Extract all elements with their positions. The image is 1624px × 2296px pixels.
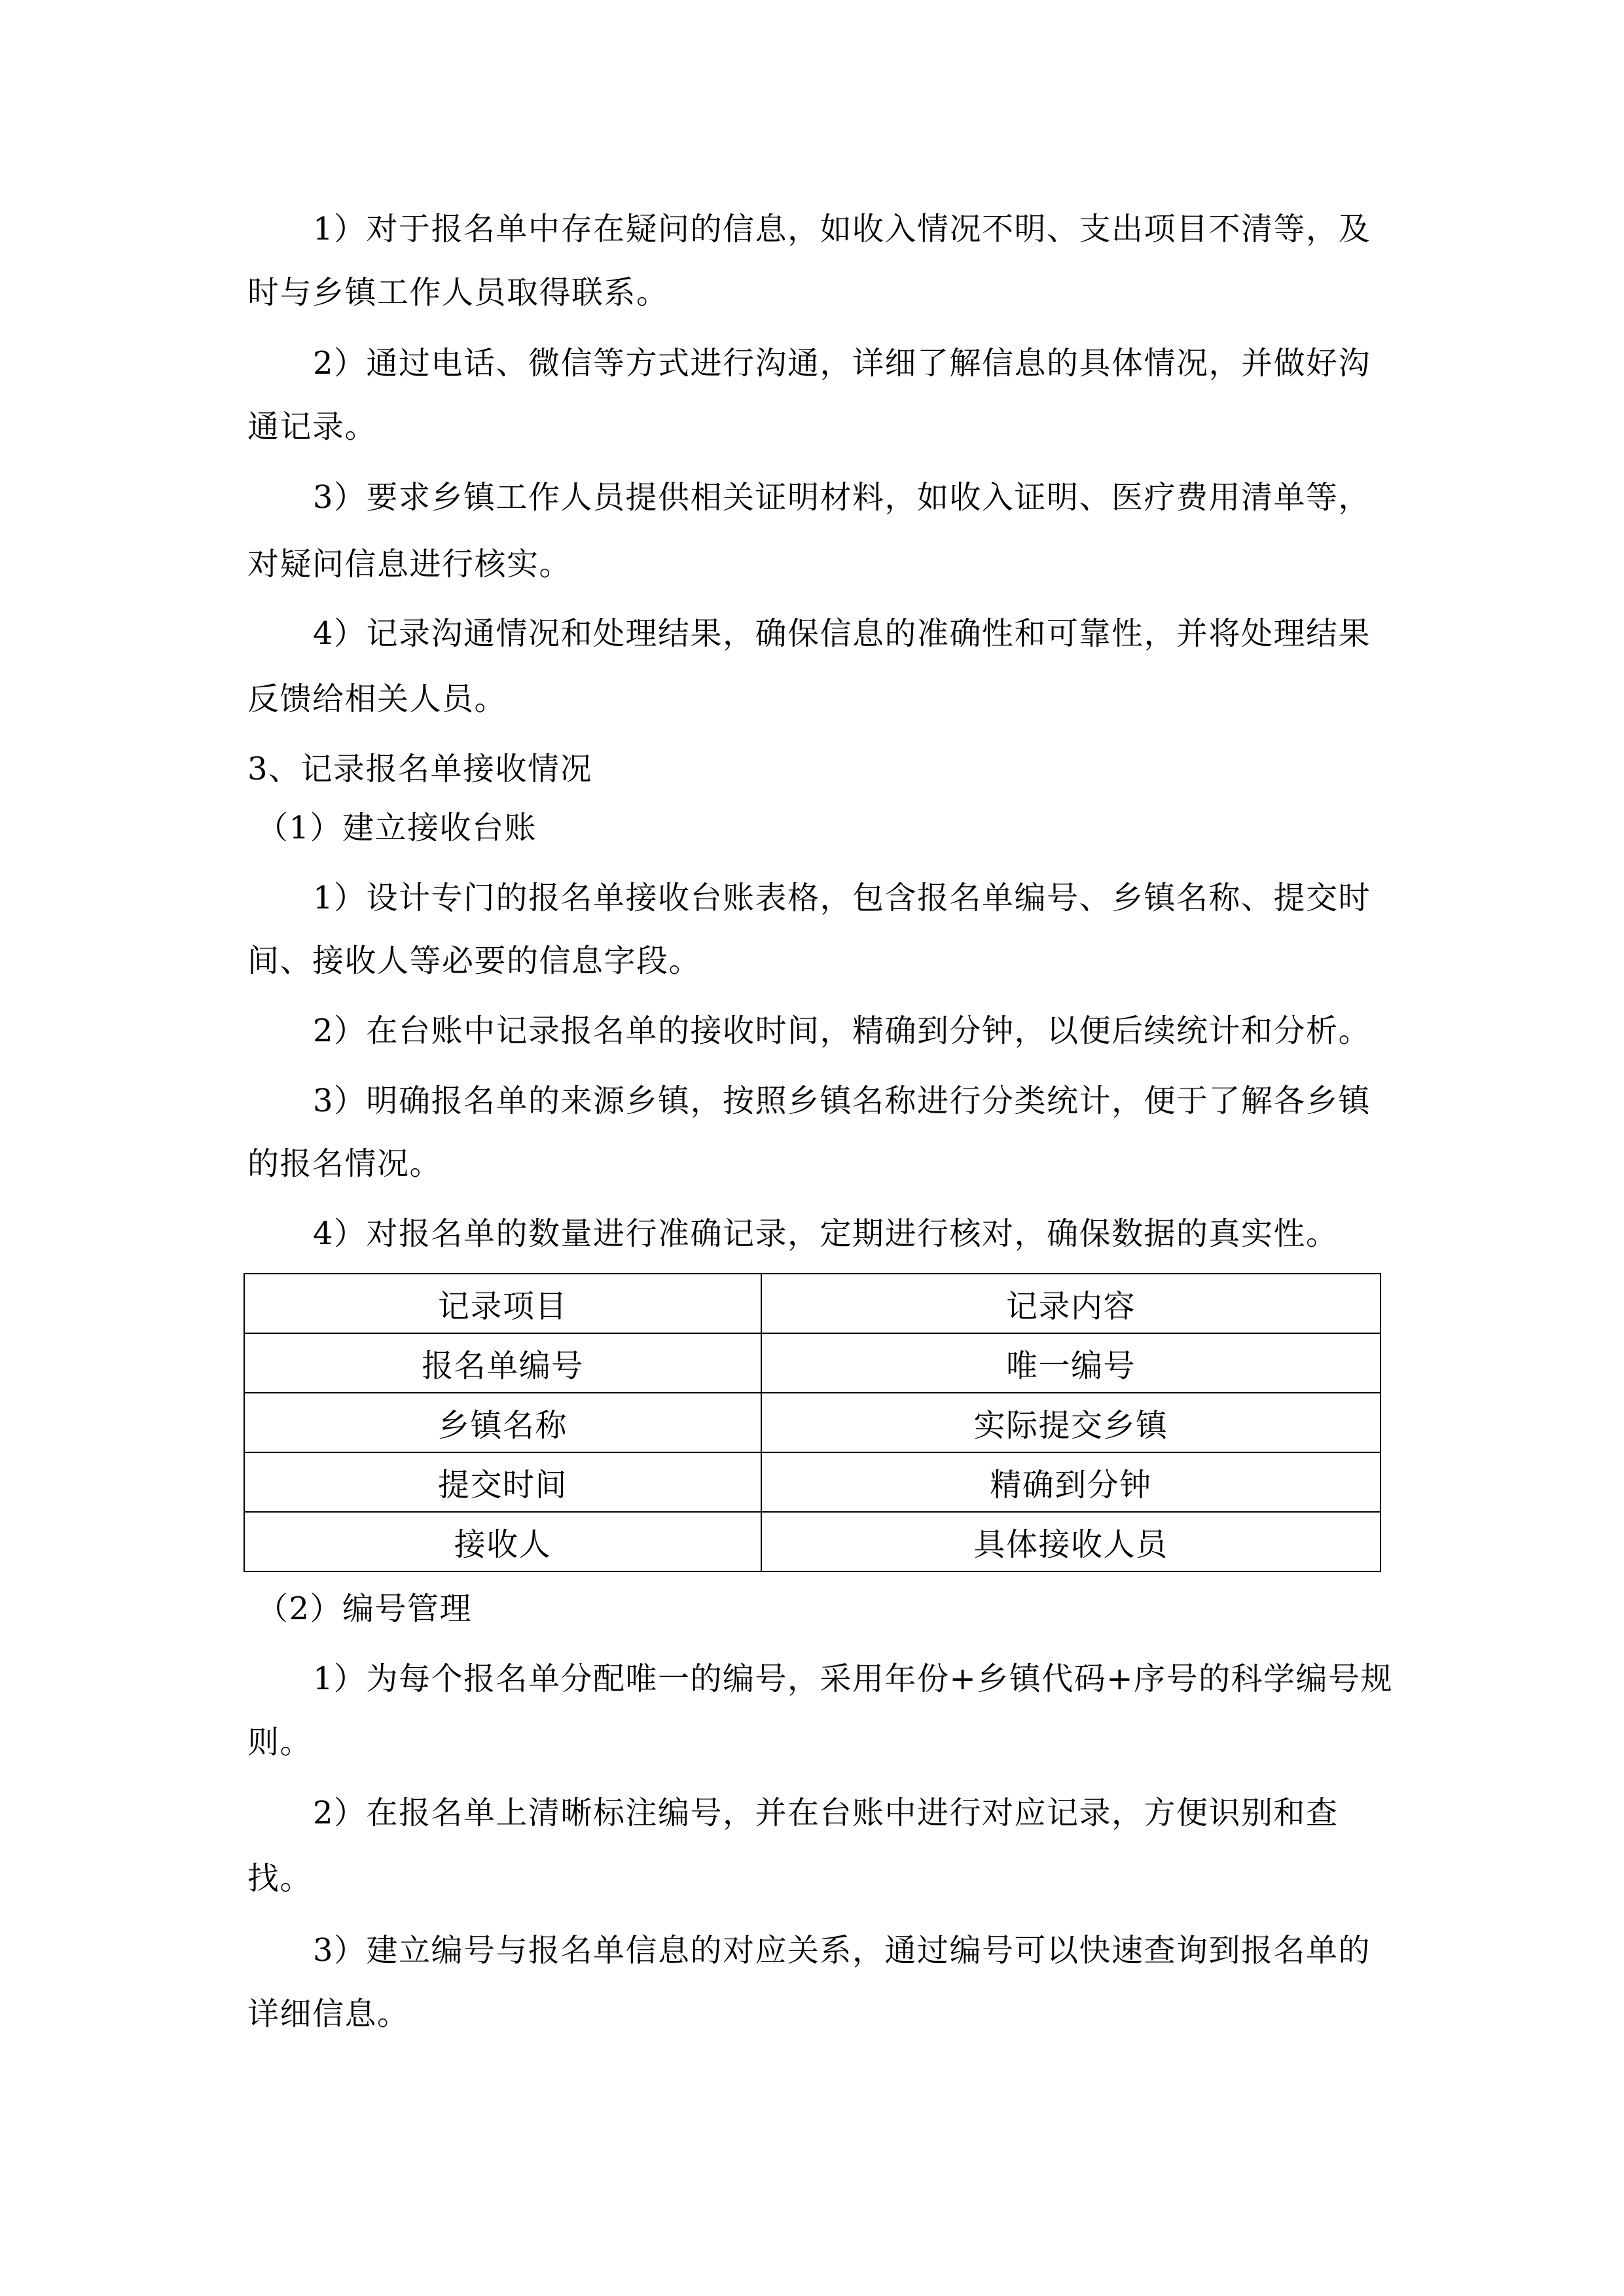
paragraph-line: 1）为每个报名单分配唯一的编号，采用年份+乡镇代码+序号的科学编号规 <box>313 1660 1393 1697</box>
paragraph-line: 2）在报名单上清晰标注编号，并在台账中进行对应记录，方便识别和查 <box>313 1795 1339 1831</box>
paragraph-line: 3）要求乡镇工作人员提供相关证明材料，如收入证明、医疗费用清单等， <box>313 479 1371 516</box>
table-header-cell: 记录项目 <box>244 1274 761 1333</box>
table-cell: 唯一编号 <box>761 1333 1380 1393</box>
paragraph-line: 反馈给相关人员。 <box>247 681 507 717</box>
paragraph-line: 的报名情况。 <box>247 1145 442 1182</box>
paragraph-line: 1）对于报名单中存在疑问的信息，如收入情况不明、支出项目不清等，及 <box>313 211 1371 247</box>
table-row <box>244 1333 1380 1393</box>
table-row <box>244 1452 1380 1512</box>
subsection-heading: （1）建立接收台账 <box>257 810 537 846</box>
paragraph-line: 1）设计专门的报名单接收台账表格，包含报名单编号、乡镇名称、提交时 <box>313 880 1371 916</box>
table-cell: 精确到分钟 <box>761 1452 1380 1512</box>
paragraph-line: 2）通过电话、微信等方式进行沟通，详细了解信息的具体情况，并做好沟 <box>313 345 1371 382</box>
paragraph-line: 2）在台账中记录报名单的接收时间，精确到分钟，以便后续统计和分析。 <box>313 1013 1371 1049</box>
table-cell: 实际提交乡镇 <box>761 1393 1380 1452</box>
table-cell: 报名单编号 <box>244 1333 761 1393</box>
table-row <box>244 1393 1380 1452</box>
paragraph-line: 通记录。 <box>247 408 378 445</box>
paragraph-line: 找。 <box>247 1860 313 1897</box>
ledger-table <box>244 1273 1381 1572</box>
table-cell: 乡镇名称 <box>244 1393 761 1452</box>
table-cell: 具体接收人员 <box>761 1512 1380 1571</box>
paragraph-line: 4）记录沟通情况和处理结果，确保信息的准确性和可靠性，并将处理结果 <box>313 615 1371 652</box>
table-cell: 提交时间 <box>244 1452 761 1512</box>
paragraph-line: 3）明确报名单的来源乡镇，按照乡镇名称进行分类统计，便于了解各乡镇 <box>313 1083 1371 1119</box>
table-header-row <box>244 1274 1380 1333</box>
paragraph-line: 间、接收人等必要的信息字段。 <box>247 942 702 979</box>
table-row <box>244 1512 1380 1571</box>
section-heading: 3、记录报名单接收情况 <box>247 751 593 787</box>
paragraph-line: 4）对报名单的数量进行准确记录，定期进行核对，确保数据的真实性。 <box>313 1215 1339 1252</box>
paragraph-line: 3）建立编号与报名单信息的对应关系，通过编号可以快速查询到报名单的 <box>313 1932 1371 1969</box>
table-header-cell: 记录内容 <box>761 1274 1380 1333</box>
paragraph-line: 则。 <box>247 1724 313 1761</box>
paragraph-line: 详细信息。 <box>247 1996 410 2032</box>
table-cell: 接收人 <box>244 1512 761 1571</box>
paragraph-line: 时与乡镇工作人员取得联系。 <box>247 274 669 311</box>
subsection-heading: （2）编号管理 <box>257 1590 473 1627</box>
paragraph-line: 对疑问信息进行核实。 <box>247 546 572 583</box>
